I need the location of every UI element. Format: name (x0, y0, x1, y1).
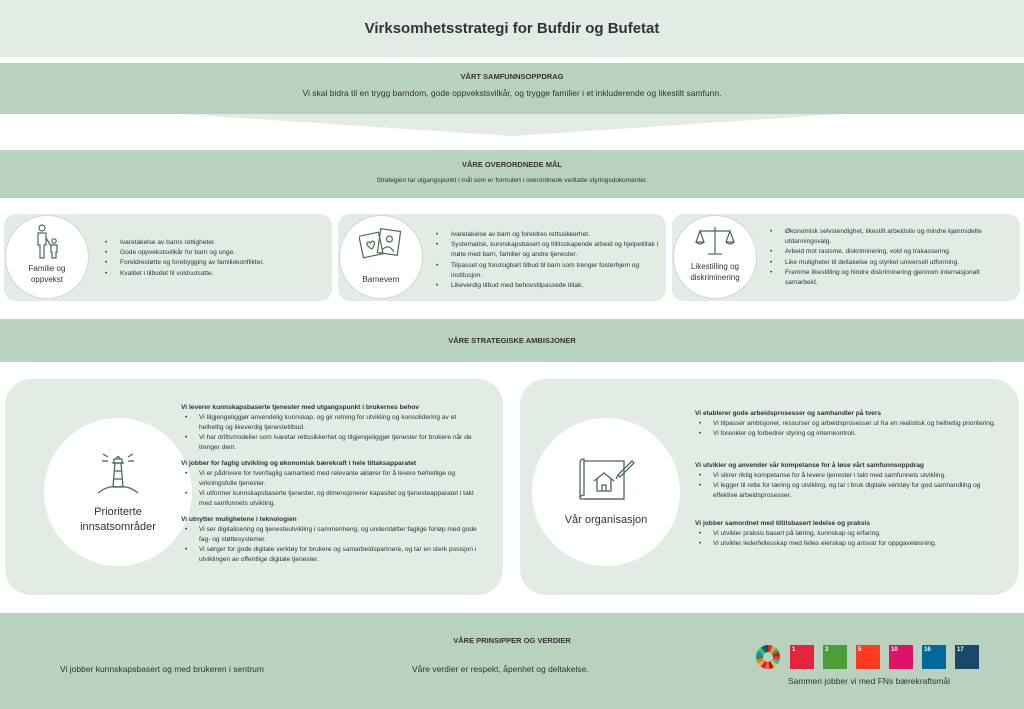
list-item: • Vi utvikler praksis basert på læring, kunnskap og erfaring. (695, 529, 1005, 539)
list-item: • Foreldrestøtte og forebygging av familiekonflikter. (103, 258, 325, 268)
sdg-caption: Sammen jobber vi med FNs bærekraftsmål (787, 676, 951, 686)
goal-label-barnevern: Barnevern (362, 275, 400, 284)
list-item: • Fremme likestilling og hindre diskriminering gjennom internasjonalt samarbeid. (768, 268, 1014, 288)
sdg-goal-3-icon: 3 (823, 645, 847, 669)
list-item: • Gode oppvekstsvilkår for barn og unge. (103, 248, 325, 258)
goal-card-barnevern (338, 214, 666, 301)
goal-circle-equality (673, 215, 757, 299)
list-item: • Ivaretakelse av barns rettigheter. (103, 238, 325, 248)
goal-circle-barnevern (339, 215, 423, 299)
photos-icon (359, 224, 403, 264)
ambitions-heading: VÅRE STRATEGISKE AMBISJONER (448, 336, 576, 345)
sdg-goal-10-icon: 10 (889, 645, 913, 669)
section-heading: Vi jobber for faglig utvikling og økonomisk bærekraft i hele tiltaksapparatet (181, 460, 417, 467)
list-item: • Vi utformer kunnskapsbaserte tjenester, og dimensjonerer kapasitet og tjenesteapparatet i takt med samfunnets utvikling. (181, 489, 481, 509)
goal-circle-family (5, 215, 89, 299)
section-heading: Vi jobber samordnet med tillitsbasert ledelse og praksis (695, 520, 871, 527)
list-item: • Vi sikrer riktig kompetanse for å levere tjenester i takt med samfunnets utvikling. (695, 471, 1005, 481)
goals-heading: VÅRE OVERORDNEDE MÅL (461, 160, 562, 169)
title-band (0, 0, 1024, 57)
section-heading: Vi utnytter mulighetene i teknologien (181, 516, 297, 523)
list-item: • Vi har driftsmodeller som ivaretar rettssikkerhet og tilgjengeliggjør tjenester for brukere når de trenger dem. (181, 433, 481, 453)
mission-heading: VÅRT SAMFUNNSOPPDRAG (460, 72, 564, 81)
list-item: • Økonomisk selvstendighet, likestilt arbeidsliv og mindre kjønnsdelte utdanningsvalg. (768, 227, 1014, 247)
sdg-goal-17-icon: 17 (955, 645, 979, 669)
sdg-goal-5-icon: 5 (856, 645, 880, 669)
list-item: • Likeverdig tilbud med behovstilpassede tiltak. (434, 281, 660, 291)
goal-label-equality: Likestilling og diskriminering (690, 262, 740, 282)
lighthouse-icon (96, 449, 140, 497)
ambition-label-priorities: Prioriterte innsatsområder (80, 506, 156, 533)
mission-text: Vi skal bidra til en trygg barndom, gode oppvekstsvilkår, og trygge familier i et inkluderende og likestilt samfunn. (302, 88, 722, 98)
goals-subtext: Strategien tar utgangspunkt i mål som er formulert i overordnede vedtatte styringsdokumenter. (376, 177, 648, 184)
principles-center-text: Våre verdier er respekt, åpenhet og deltakelse. (412, 664, 589, 674)
section-heading: Vi leverer kunnskapsbaserte tjenester med utgangspunkt i brukernes behov (181, 404, 420, 411)
ambition-text-priorities (181, 403, 481, 571)
ambition-text-organisation (695, 409, 1005, 555)
goal-list-barnevern (434, 230, 660, 291)
list-item: • Vi ser digitalisering og tjenesteutvikling i sammenheng, og understøtter faglige forløp med gode fag- og støttesystemer. (181, 525, 481, 545)
ambition-circle-organisation (532, 418, 680, 566)
principles-left-text: Vi jobber kunnskapsbasert og med brukeren i sentrum (60, 664, 264, 674)
list-item: • Vi legger til rette for læring og utvikling, og tar i bruk digitale verktøy for god samhandling og effektive arbeidsprosesser. (695, 481, 1005, 501)
list-item: • Vi utvikler lederfellesskap med felles eierskap og ansvar for oppgaveløsning. (695, 539, 1005, 549)
goals-band (0, 150, 1024, 198)
page-title: Virksomhetsstrategi for Bufdir og Bufetat (364, 20, 660, 37)
ambition-card-organisation (520, 379, 1019, 595)
list-item: • Systematisk, kunnskapsbasert og tillitsskapende arbeid og hjelpetiltak i møte med barn, familier og andre tjenester. (434, 240, 660, 260)
mission-arrow (0, 114, 1024, 136)
ambitions-band (0, 319, 1024, 362)
section-heading: Vi etablerer gode arbeidsprosesser og samhandler på tvers (695, 410, 882, 417)
list-item: • Vi tilpasser ambisjoner, ressurser og arbeidsprosesser ut fra en realistisk og helhetlig prioritering. (695, 419, 1005, 429)
list-item: • Ivaretakelse av barn og foreldres rettssikkerhet. (434, 230, 660, 240)
list-item: • Kvalitet i tilbudet til voldsutsatte. (103, 269, 325, 279)
list-item: • Vi sørger for gode digitale verktøy for brukere og samarbeidspartnere, og tar en sterk posisjon i utviklingen av offentlige digitale tjenester. (181, 545, 481, 565)
list-item: • Vi forenkler og forbedrer styring og internkontroll. (695, 429, 1005, 439)
section-heading: Vi utvikler og anvender vår kompetanse for å løse vårt samfunnsoppdrag (695, 462, 924, 469)
list-item: • Like muligheter til deltakelse og styrket universell utforming. (768, 258, 1014, 268)
scales-icon (695, 224, 735, 258)
list-item: • Arbeid mot rasisme, diskriminering, vold og trakassering. (768, 247, 1014, 257)
goal-card-family (4, 214, 332, 301)
ambition-label-organisation: Vår organisasjon (564, 513, 648, 526)
ambition-card-priorities (5, 379, 503, 595)
list-item: • Vi er pådrivere for tverrfaglig samarbeid med relevante aktører for å levere helhetlige og virkningsfulle tjenester. (181, 469, 481, 489)
principles-heading: VÅRE PRINSIPPER OG VERDIER (453, 636, 571, 645)
goal-label-family: Familie og oppvekst (28, 264, 66, 284)
sdg-goal-1-icon: 1 (790, 645, 814, 669)
mission-band (0, 63, 1024, 114)
goal-card-equality (672, 214, 1020, 301)
sdg-goal-16-icon: 16 (922, 645, 946, 669)
list-item: • Vi tilgjengeliggjør anvendelig kunnskap, og gir retning for utvikling og konsolidering av et helhetlig og likeverdig tjenestetilbud. (181, 413, 481, 433)
family-icon (31, 224, 63, 260)
ambition-circle-priorities (44, 418, 192, 566)
list-item: • Tilpasset og forutsigbart tilbud til barn som trenger fosterhjem og institusjon. (434, 261, 660, 281)
goal-list-family (103, 238, 325, 279)
goal-list-equality (768, 227, 1014, 288)
house-blueprint-icon (576, 457, 636, 503)
sdg-wheel-icon (756, 645, 780, 669)
